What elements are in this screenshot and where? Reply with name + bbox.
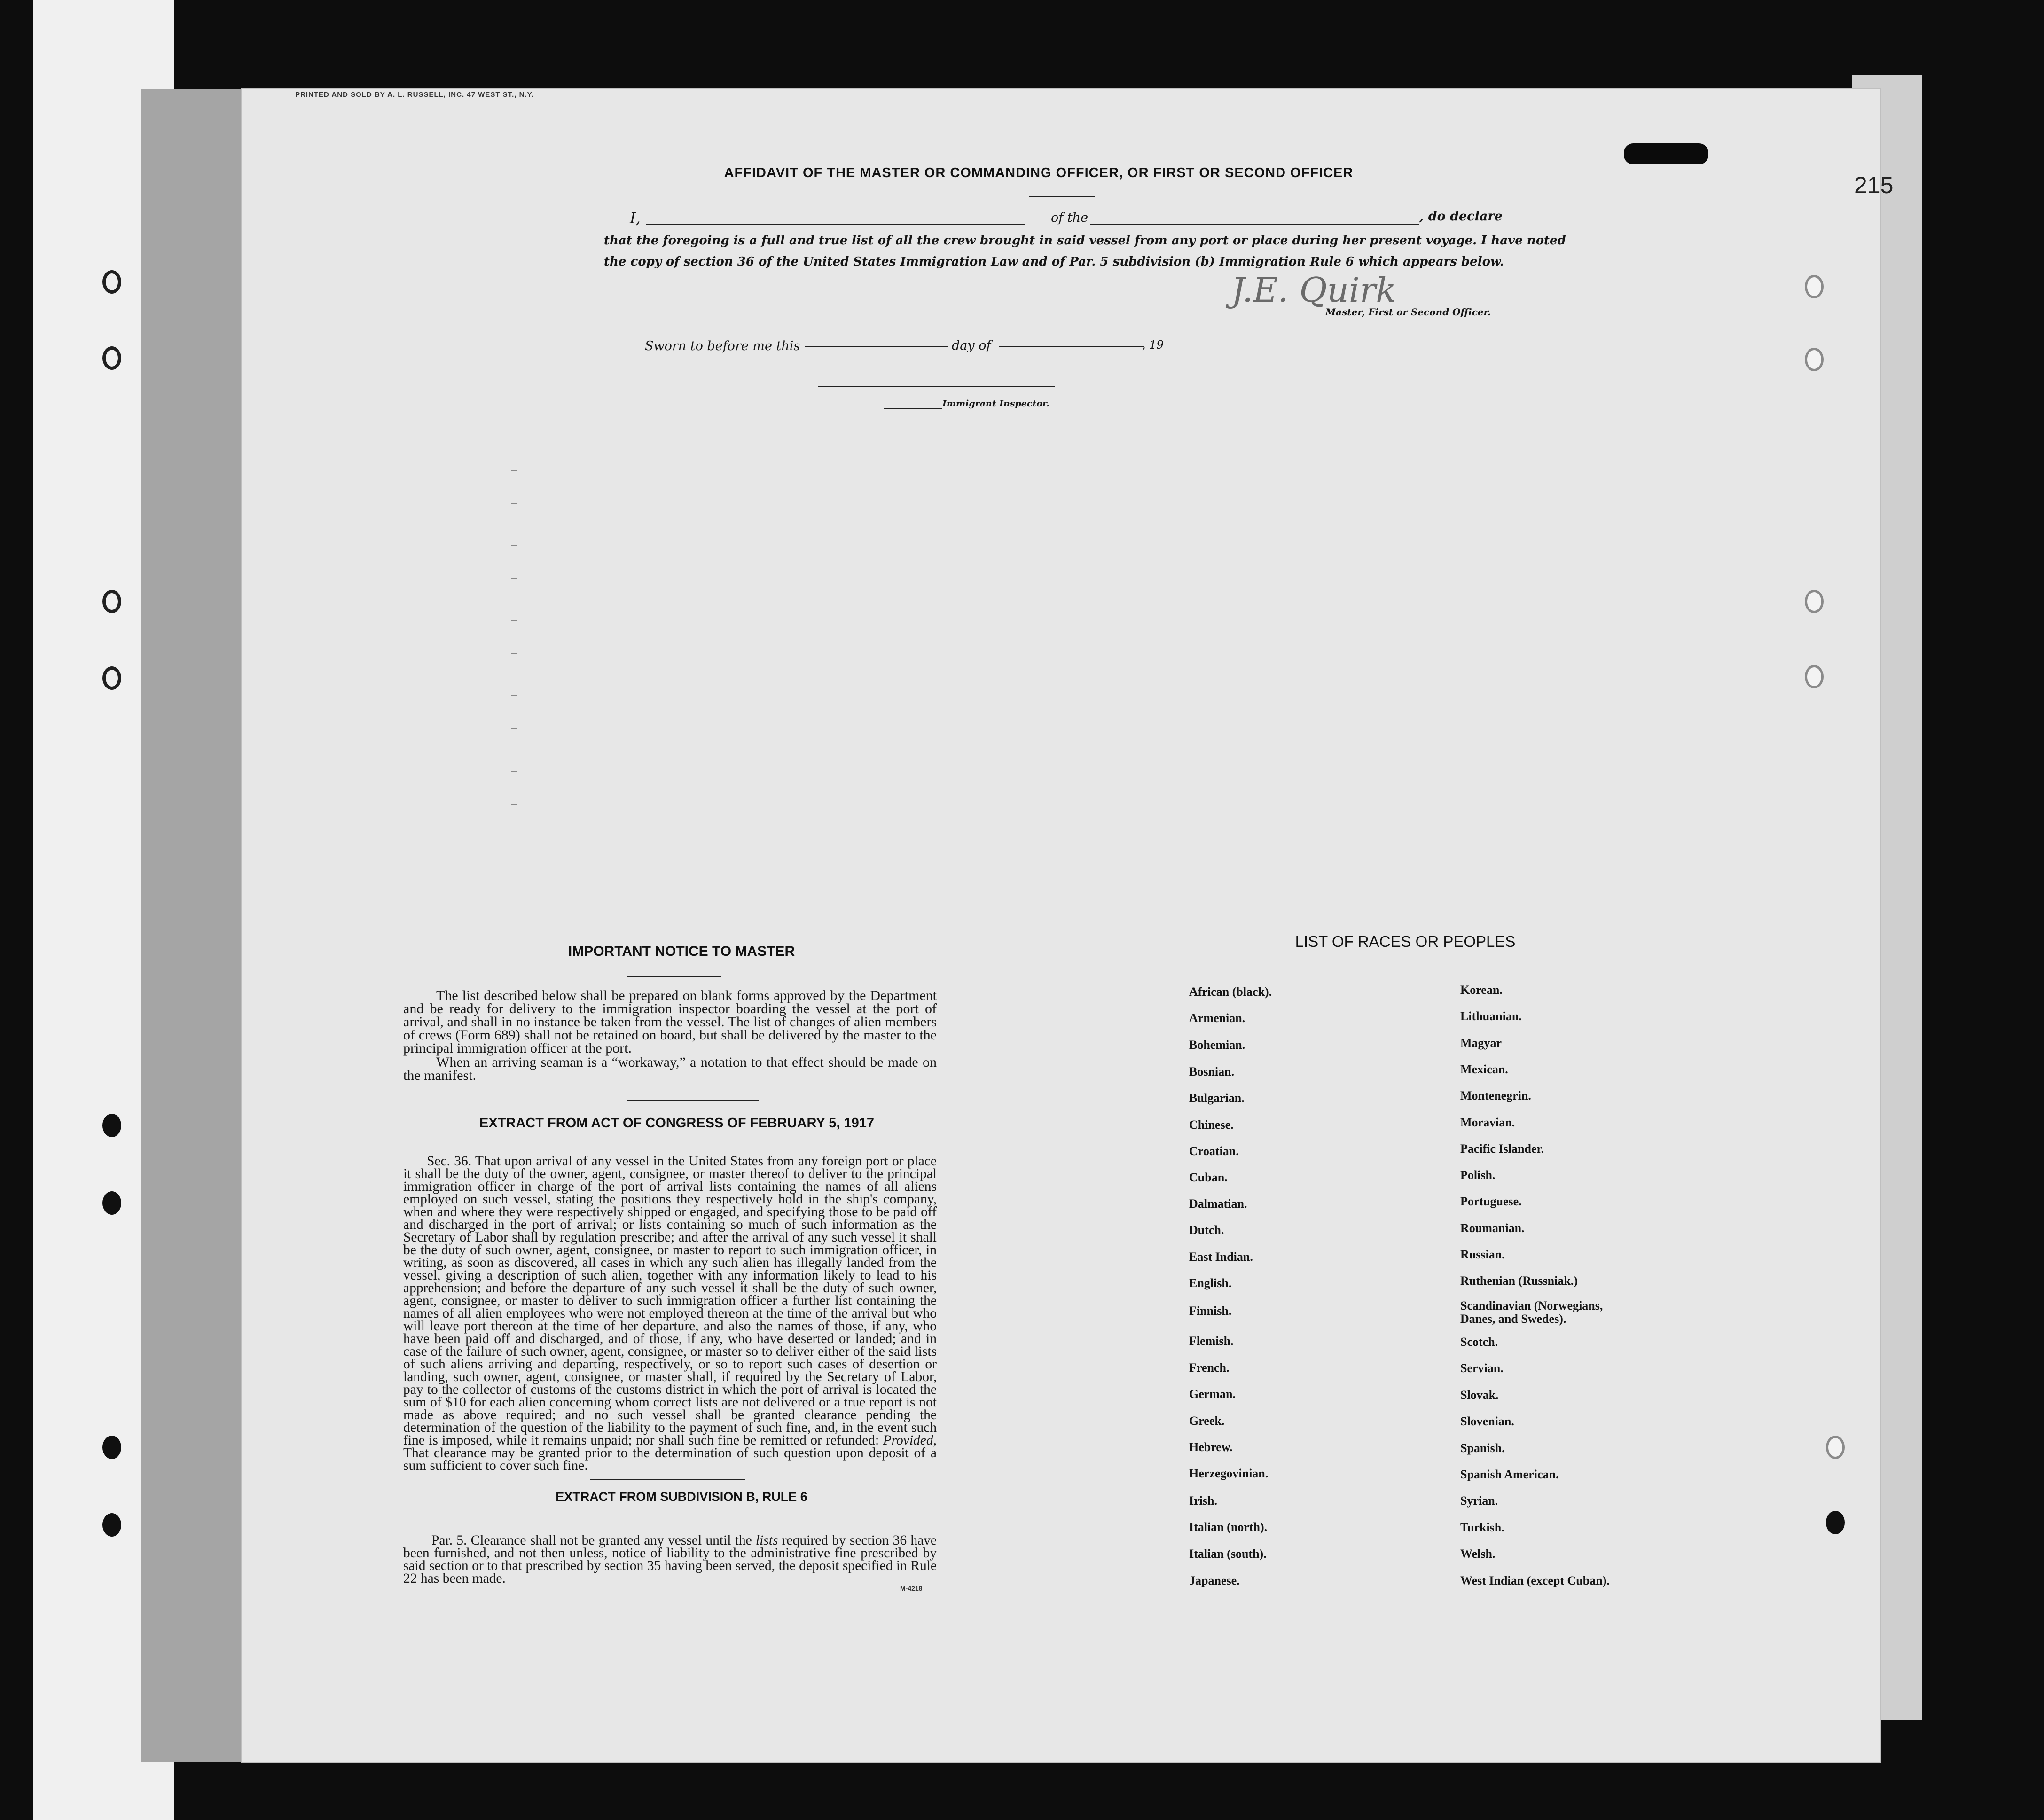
act-extract-title: EXTRACT FROM ACT OF CONGRESS OF FEBRUARY 5, 1917 [479,1116,875,1131]
inspector-line-short [884,408,942,409]
affidavit-line1-prefix: I, [630,209,641,227]
race-item: Montenegrin. [1460,1089,1531,1102]
binder-hole [102,590,121,613]
race-item: Korean. [1460,983,1503,997]
race-item: Armenian. [1189,1011,1245,1025]
name-blank [646,224,1025,225]
race-item: Flemish. [1189,1334,1234,1348]
race-item: Slovenian. [1460,1414,1514,1428]
race-item: Scandinavian (Norwegians, Danes, and Swedes). [1460,1299,1603,1326]
par-5-text-a: Par. 5. Clearance shall not be granted any vessel until the [431,1533,752,1548]
line-marker [511,728,517,729]
binder-hole [102,1114,121,1137]
underlying-page-edge [141,89,249,1762]
race-item: Syrian. [1460,1494,1498,1508]
race-item: Dutch. [1189,1223,1224,1237]
binder-hole [1826,1436,1845,1459]
section-label: Sec. 36. [427,1154,472,1169]
sworn-prefix: Sworn to before me this [645,339,800,353]
race-item: Greek. [1189,1414,1225,1428]
notice-paragraph-2: When an arriving seaman is a “workaway,” a notation to that effect should be made on the manifest. [403,1055,937,1083]
race-item: Herzegovinian. [1189,1467,1269,1480]
race-item: African (black). [1189,985,1272,999]
form-code: M-4218 [900,1585,923,1592]
race-item: Polish. [1460,1168,1496,1182]
race-item: West Indian (except Cuban). [1460,1574,1610,1587]
binder-hole [1805,665,1824,688]
race-item: Cuban. [1189,1171,1228,1184]
binder-hole [1805,590,1824,613]
inspector-label: Immigrant Inspector. [942,398,1049,409]
page-number: 215 [1854,172,1894,198]
race-item: Lithuanian. [1460,1009,1522,1023]
affidavit-line2: that the foregoing is a full and true list of all the crew brought in said vessel from any port or place during her present voyage. I have noted [604,234,1566,248]
line-marker [511,804,517,805]
binder-hole [102,1436,121,1459]
race-item: Slovak. [1460,1388,1499,1402]
race-item: Welsh. [1460,1547,1496,1561]
race-item: Moravian. [1460,1116,1515,1129]
binder-hole [1805,348,1824,371]
line-marker [511,620,517,621]
race-item: Chinese. [1189,1118,1234,1132]
race-item: German. [1189,1387,1236,1401]
proviso-word: Provided, [883,1433,937,1448]
binder-hole [1805,275,1824,298]
signer-label: Master, First or Second Officer. [1325,306,1491,318]
binder-hole [102,346,121,370]
race-item: English. [1189,1276,1232,1290]
race-item: Russian. [1460,1248,1505,1261]
par-5-text-b: required by section 36 have been furnished, and not then unless, notice of liability to the administrative fine prescribed by said section or to that prescribed by section 35 having been served, the deposit specified in Rule 22 has been made. [403,1533,937,1586]
sworn-year: , 19 [1142,338,1164,352]
race-item: Turkish. [1460,1521,1504,1534]
line-marker [511,653,517,654]
par-5-lists: lists [755,1533,778,1548]
rule-extract-title: EXTRACT FROM SUBDIVISION B, RULE 6 [556,1490,807,1504]
affidavit-line3: the copy of section 36 of the United States Immigration Law and of Par. 5 subdivision (b) Immigration Rule 6 which appears below. [604,255,1504,269]
race-item: Pacific Islander. [1460,1142,1544,1156]
line-marker [511,771,517,772]
race-item: Portuguese. [1460,1195,1522,1208]
binder-hole [102,1191,121,1215]
race-item: Hebrew. [1189,1440,1233,1454]
line-marker [511,470,517,471]
race-item: Ruthenian (Russniak.) [1460,1274,1578,1288]
line-marker [511,695,517,696]
affidavit-form-sheet [242,89,1880,1762]
race-item: Bohemian. [1189,1038,1245,1052]
signature: J.E. Quirk [1231,270,1396,310]
race-item: Italian (north). [1189,1520,1268,1534]
race-item: Servian. [1460,1361,1504,1375]
section-divider [590,1479,745,1480]
affidavit-title: AFFIDAVIT OF THE MASTER OR COMMANDING OFFICER, OR FIRST OR SECOND OFFICER [724,165,1354,180]
binder-hole [1826,1511,1845,1534]
race-item: Italian (south). [1189,1547,1267,1561]
race-item: Irish. [1189,1494,1217,1508]
line-marker [511,578,517,579]
section-divider [627,1100,759,1101]
line-marker [511,545,517,546]
race-item: Spanish. [1460,1441,1505,1455]
printer-line: PRINTED AND SOLD BY A. L. RUSSELL, INC. 47 WEST ST., N.Y. [295,91,534,99]
sworn-month-blank [999,346,1144,347]
race-item: Roumanian. [1460,1221,1525,1235]
section-body: That upon arrival of any vessel in the United States from any foreign port or place it shall be the duty of the owner, agent, consignee, or master thereof to deliver to the principal immigration officer in charge of the port of arrival lists containing the names of all aliens employed on such vessel, stating the positions they respectively hold in the ship's company, when and where they were respectively shipped or engaged, and specifying those to be paid off and discharged in the port of arrival; or lists containing so much of such information as the Secretary of Labor shall by regulation prescribe; and after the arrival of any such vessel it shall be the duty of such owner, agent, consignee, or master to report to such immigration officer, in writing, as soon as discovered, all cases in which any such alien has illegally landed from the vessel, giving a description of such alien, together with any information likely to lead to his apprehension; and before the departure of any such vessel it shall be the duty of such owner, agent, consignee, or master to deliver to such immigration officer a further list containing the names of all alien employees who were not employed thereon at the time of the arrival but who will leave port thereon at the time of her departure, and also the names of those, if any, who have been paid off and discharged, and of those, if any, who have deserted or landed; and in case of the failure of such owner, agent, consignee, or master so to deliver either of the said lists of such aliens arriving and departing, respectively, or so to report such cases of desertion or landing, such owner, agent, consignee, or master shall, if required by the Secretary of Labor, pay to the collector of customs of the customs district in which the port of arrival is located the sum of $10 for each alien concerning whom correct lists are not delivered or a true report is not made as above required; and no such vessel shall be granted clearance pending the determination of the question of the liability to the payment of such fine, and, in the event such fine is imposed, while it remains unpaid; nor shall such fine be remitted or refunded: [403,1154,937,1448]
race-item: East Indian. [1189,1250,1253,1264]
sworn-day-blank [805,346,948,347]
redaction-mark [1624,143,1708,164]
race-item: Dalmatian. [1189,1197,1247,1211]
affidavit-line1-mid: of the [1051,211,1089,225]
binder-hole [102,1513,121,1537]
binder-hole [102,666,121,690]
affidavit-line1-suffix: , do declare [1419,209,1503,224]
vessel-blank [1090,224,1419,225]
race-item: Magyar [1460,1036,1502,1050]
race-item: Bosnian. [1189,1065,1235,1078]
race-item: Finnish. [1189,1304,1232,1318]
race-item: Spanish American. [1460,1468,1559,1481]
section-36-text [403,1155,937,1472]
inspector-line [818,386,1055,387]
notice-paragraph-1: The list described below shall be prepared on blank forms approved by the Department and be ready for delivery to the immigration inspector boarding the vessel at the port of arrival, and shall in no instance be taken from the vessel. The list of changes of alien members of crews (Form 689) shall not be retained on board, but shall be delivered by the master to the principal immigration officer at the port. [403,988,937,1056]
race-item: French. [1189,1361,1230,1375]
race-item: Scotch. [1460,1335,1498,1349]
title-underline [1029,196,1095,197]
race-item: Bulgarian. [1189,1091,1245,1105]
sworn-day-label: day of [952,338,991,353]
binder-hole [102,270,121,294]
par-5-text [403,1534,937,1585]
proviso-text: That clearance may be granted prior to the determination of such question upon deposit of a sum sufficient to cover such fine. [403,1445,937,1473]
notice-title: IMPORTANT NOTICE TO MASTER [568,944,795,959]
notice-underline [627,976,721,977]
line-marker [511,503,517,504]
race-item: Japanese. [1189,1574,1240,1587]
race-item: Mexican. [1460,1062,1508,1076]
races-title: LIST OF RACES OR PEOPLES [1295,933,1516,950]
race-item: Croatian. [1189,1144,1239,1158]
